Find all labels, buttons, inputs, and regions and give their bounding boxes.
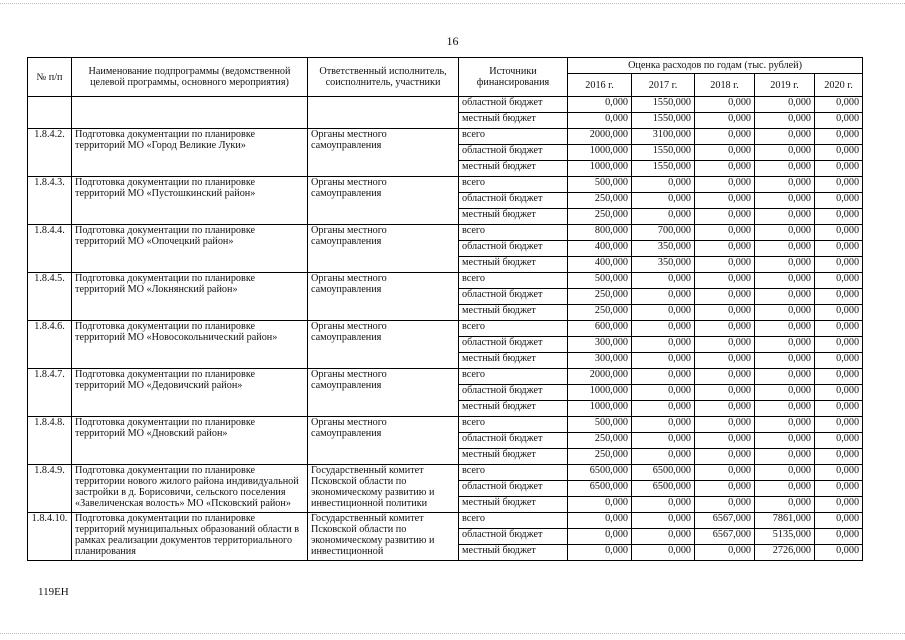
amount-cell: 500,000: [568, 177, 632, 193]
amount-cell: 6500,000: [632, 481, 695, 497]
amount-cell: 250,000: [568, 305, 632, 321]
amount-cell: 0,000: [568, 97, 632, 113]
amount-cell: 250,000: [568, 193, 632, 209]
amount-cell: 0,000: [755, 177, 815, 193]
measure-name: Подготовка документации по планировке территорий МО «Пустошкинский район»: [72, 177, 308, 225]
amount-cell: 300,000: [568, 353, 632, 369]
funding-source: местный бюджет: [459, 209, 568, 225]
amount-cell: 0,000: [695, 257, 755, 273]
amount-cell: 0,000: [755, 97, 815, 113]
amount-cell: 0,000: [695, 289, 755, 305]
amount-cell: 0,000: [632, 193, 695, 209]
funding-source: местный бюджет: [459, 305, 568, 321]
amount-cell: 0,000: [815, 401, 863, 417]
amount-cell: 0,000: [695, 465, 755, 481]
amount-cell: 0,000: [815, 385, 863, 401]
executor-name: Органы местного самоуправления: [308, 177, 459, 225]
table-row: [28, 97, 863, 113]
executor-name: Органы местного самоуправления: [308, 273, 459, 321]
amount-cell: 0,000: [755, 305, 815, 321]
amount-cell: 300,000: [568, 337, 632, 353]
measure-name: Подготовка документации по планировке территорий МО «Город Великие Луки»: [72, 129, 308, 177]
amount-cell: 1550,000: [632, 113, 695, 129]
amount-cell: 0,000: [815, 129, 863, 145]
amount-cell: 0,000: [755, 449, 815, 465]
expenses-table: [27, 57, 863, 561]
amount-cell: 1000,000: [568, 161, 632, 177]
amount-cell: 700,000: [632, 225, 695, 241]
header-year: 2019 г.: [755, 74, 815, 97]
funding-source: всего: [459, 513, 568, 529]
amount-cell: 0,000: [815, 193, 863, 209]
amount-cell: 800,000: [568, 225, 632, 241]
amount-cell: 6500,000: [632, 465, 695, 481]
amount-cell: 0,000: [568, 545, 632, 561]
amount-cell: 400,000: [568, 257, 632, 273]
amount-cell: 0,000: [755, 273, 815, 289]
funding-source: областной бюджет: [459, 385, 568, 401]
amount-cell: 0,000: [695, 481, 755, 497]
amount-cell: 6500,000: [568, 481, 632, 497]
amount-cell: 2000,000: [568, 369, 632, 385]
amount-cell: 5135,000: [755, 529, 815, 545]
amount-cell: 0,000: [815, 209, 863, 225]
amount-cell: 0,000: [755, 225, 815, 241]
funding-source: областной бюджет: [459, 289, 568, 305]
executor-name: Государственный комитет Псковской области по экономическому развитию и инвестиционной: [308, 513, 459, 561]
header-estimate: Оценка расходов по годам (тыс. рублей): [568, 58, 863, 74]
funding-source: местный бюджет: [459, 257, 568, 273]
scan-top-edge: [0, 3, 905, 4]
amount-cell: 0,000: [755, 321, 815, 337]
amount-cell: 0,000: [815, 113, 863, 129]
amount-cell: 0,000: [568, 513, 632, 529]
amount-cell: 0,000: [695, 145, 755, 161]
funding-source: местный бюджет: [459, 545, 568, 561]
measure-name: Подготовка документации по планировке территорий МО «Локнянский район»: [72, 273, 308, 321]
row-number: 1.8.4.4.: [28, 225, 72, 273]
amount-cell: 0,000: [695, 401, 755, 417]
funding-source: областной бюджет: [459, 337, 568, 353]
amount-cell: 0,000: [755, 481, 815, 497]
amount-cell: 0,000: [755, 433, 815, 449]
row-number: 1.8.4.8.: [28, 417, 72, 465]
row-number: 1.8.4.7.: [28, 369, 72, 417]
amount-cell: 0,000: [695, 353, 755, 369]
amount-cell: 0,000: [695, 241, 755, 257]
amount-cell: 0,000: [815, 337, 863, 353]
funding-source: областной бюджет: [459, 241, 568, 257]
row-number: 1.8.4.5.: [28, 273, 72, 321]
amount-cell: 0,000: [755, 193, 815, 209]
funding-source: областной бюджет: [459, 481, 568, 497]
table-row: [28, 129, 863, 145]
measure-name: Подготовка документации по планировке территорий муниципальных образований области в рамках реализации документов территориального планирования: [72, 513, 308, 561]
amount-cell: 1000,000: [568, 385, 632, 401]
amount-cell: 0,000: [695, 225, 755, 241]
header-year: 2016 г.: [568, 74, 632, 97]
scan-bottom-edge: [0, 633, 905, 634]
amount-cell: 0,000: [755, 289, 815, 305]
amount-cell: 0,000: [632, 401, 695, 417]
amount-cell: 250,000: [568, 289, 632, 305]
executor-name: Органы местного самоуправления: [308, 129, 459, 177]
amount-cell: 0,000: [695, 305, 755, 321]
amount-cell: 0,000: [755, 385, 815, 401]
amount-cell: 0,000: [695, 449, 755, 465]
measure-name: Подготовка документации по планировке территорий МО «Новосокольнический район»: [72, 321, 308, 369]
amount-cell: 0,000: [695, 129, 755, 145]
table-row: [28, 465, 863, 481]
funding-source: местный бюджет: [459, 449, 568, 465]
amount-cell: 0,000: [815, 241, 863, 257]
row-number: 1.8.4.10.: [28, 513, 72, 561]
amount-cell: 0,000: [815, 369, 863, 385]
header-year: 2020 г.: [815, 74, 863, 97]
amount-cell: 0,000: [815, 321, 863, 337]
amount-cell: 600,000: [568, 321, 632, 337]
amount-cell: 0,000: [815, 257, 863, 273]
amount-cell: 7861,000: [755, 513, 815, 529]
header-year: 2018 г.: [695, 74, 755, 97]
amount-cell: 0,000: [632, 417, 695, 433]
amount-cell: 0,000: [815, 497, 863, 513]
amount-cell: 0,000: [695, 209, 755, 225]
amount-cell: 0,000: [632, 177, 695, 193]
page-number: 16: [446, 34, 459, 48]
amount-cell: 0,000: [815, 529, 863, 545]
amount-cell: 0,000: [632, 209, 695, 225]
amount-cell: 0,000: [815, 273, 863, 289]
amount-cell: 0,000: [815, 177, 863, 193]
amount-cell: 0,000: [755, 337, 815, 353]
amount-cell: 0,000: [815, 289, 863, 305]
measure-name: [72, 97, 308, 129]
header-no: № п/п: [28, 58, 72, 97]
amount-cell: 0,000: [755, 465, 815, 481]
funding-source: местный бюджет: [459, 401, 568, 417]
amount-cell: 6567,000: [695, 529, 755, 545]
amount-cell: 0,000: [755, 417, 815, 433]
amount-cell: 0,000: [755, 209, 815, 225]
amount-cell: 1550,000: [632, 145, 695, 161]
amount-cell: 0,000: [632, 449, 695, 465]
amount-cell: 250,000: [568, 209, 632, 225]
amount-cell: 0,000: [632, 289, 695, 305]
table-row: [28, 369, 863, 385]
amount-cell: 0,000: [815, 449, 863, 465]
amount-cell: 500,000: [568, 417, 632, 433]
amount-cell: 0,000: [815, 465, 863, 481]
amount-cell: 6567,000: [695, 513, 755, 529]
amount-cell: 350,000: [632, 257, 695, 273]
table-row: [28, 273, 863, 289]
amount-cell: 0,000: [568, 497, 632, 513]
funding-source: всего: [459, 417, 568, 433]
amount-cell: 0,000: [755, 369, 815, 385]
amount-cell: 0,000: [632, 545, 695, 561]
amount-cell: 0,000: [695, 545, 755, 561]
amount-cell: 400,000: [568, 241, 632, 257]
amount-cell: 0,000: [695, 273, 755, 289]
amount-cell: 1000,000: [568, 145, 632, 161]
executor-name: Органы местного самоуправления: [308, 369, 459, 417]
funding-source: всего: [459, 465, 568, 481]
funding-source: всего: [459, 273, 568, 289]
amount-cell: 0,000: [632, 529, 695, 545]
executor-name: Органы местного самоуправления: [308, 417, 459, 465]
measure-name: Подготовка документации по планировке территорий МО «Опочецкий район»: [72, 225, 308, 273]
funding-source: областной бюджет: [459, 145, 568, 161]
amount-cell: 0,000: [695, 177, 755, 193]
table-body: [28, 97, 863, 561]
amount-cell: 0,000: [632, 273, 695, 289]
amount-cell: 0,000: [755, 113, 815, 129]
amount-cell: 0,000: [695, 337, 755, 353]
amount-cell: 0,000: [695, 193, 755, 209]
amount-cell: 0,000: [632, 513, 695, 529]
funding-source: всего: [459, 225, 568, 241]
amount-cell: 0,000: [815, 513, 863, 529]
executor-name: [308, 97, 459, 129]
amount-cell: 0,000: [755, 161, 815, 177]
amount-cell: 0,000: [755, 257, 815, 273]
amount-cell: 0,000: [632, 433, 695, 449]
amount-cell: 0,000: [815, 353, 863, 369]
table-row: [28, 225, 863, 241]
amount-cell: 0,000: [815, 417, 863, 433]
amount-cell: 0,000: [632, 305, 695, 321]
executor-name: Органы местного самоуправления: [308, 225, 459, 273]
amount-cell: 0,000: [632, 337, 695, 353]
table-row: [28, 417, 863, 433]
funding-source: областной бюджет: [459, 529, 568, 545]
funding-source: местный бюджет: [459, 497, 568, 513]
amount-cell: 0,000: [695, 433, 755, 449]
amount-cell: 500,000: [568, 273, 632, 289]
amount-cell: 6500,000: [568, 465, 632, 481]
amount-cell: 1550,000: [632, 161, 695, 177]
amount-cell: 0,000: [568, 529, 632, 545]
amount-cell: 0,000: [815, 305, 863, 321]
table-row: [28, 177, 863, 193]
amount-cell: 0,000: [632, 321, 695, 337]
header-executor: Ответственный исполнитель, соисполнитель, участники: [308, 58, 459, 97]
measure-name: Подготовка документации по планировке территорий МО «Дновский район»: [72, 417, 308, 465]
amount-cell: 0,000: [755, 353, 815, 369]
executor-name: Органы местного самоуправления: [308, 321, 459, 369]
row-number: 1.8.4.2.: [28, 129, 72, 177]
amount-cell: 0,000: [695, 321, 755, 337]
amount-cell: 0,000: [568, 113, 632, 129]
funding-source: всего: [459, 177, 568, 193]
funding-source: местный бюджет: [459, 353, 568, 369]
amount-cell: 0,000: [695, 497, 755, 513]
funding-source: всего: [459, 321, 568, 337]
amount-cell: 0,000: [815, 161, 863, 177]
header-year: 2017 г.: [632, 74, 695, 97]
funding-source: всего: [459, 129, 568, 145]
funding-source: всего: [459, 369, 568, 385]
amount-cell: 0,000: [632, 353, 695, 369]
amount-cell: 0,000: [755, 401, 815, 417]
amount-cell: 0,000: [815, 481, 863, 497]
row-number: 1.8.4.9.: [28, 465, 72, 513]
amount-cell: 0,000: [695, 97, 755, 113]
table-row: [28, 321, 863, 337]
amount-cell: 250,000: [568, 433, 632, 449]
amount-cell: 0,000: [695, 113, 755, 129]
header-name: Наименование подпрограммы (ведомственной целевой программы, основного мероприятия): [72, 58, 308, 97]
amount-cell: 0,000: [695, 417, 755, 433]
amount-cell: 0,000: [695, 369, 755, 385]
measure-name: Подготовка документации по планировке территорий МО «Дедовичский район»: [72, 369, 308, 417]
row-number: 1.8.4.3.: [28, 177, 72, 225]
amount-cell: 350,000: [632, 241, 695, 257]
amount-cell: 0,000: [815, 145, 863, 161]
row-number: 1.8.4.6.: [28, 321, 72, 369]
amount-cell: 0,000: [815, 433, 863, 449]
amount-cell: 3100,000: [632, 129, 695, 145]
amount-cell: 2726,000: [755, 545, 815, 561]
amount-cell: 2000,000: [568, 129, 632, 145]
amount-cell: 0,000: [632, 497, 695, 513]
row-number: [28, 97, 72, 129]
footer-code: 119EH: [38, 586, 69, 598]
amount-cell: 0,000: [815, 545, 863, 561]
funding-source: областной бюджет: [459, 97, 568, 113]
executor-name: Государственный комитет Псковской области по экономическому развитию и инвестиционной политики: [308, 465, 459, 513]
amount-cell: 250,000: [568, 449, 632, 465]
amount-cell: 0,000: [755, 497, 815, 513]
funding-source: областной бюджет: [459, 193, 568, 209]
amount-cell: 0,000: [755, 241, 815, 257]
funding-source: областной бюджет: [459, 433, 568, 449]
amount-cell: 0,000: [632, 385, 695, 401]
amount-cell: 0,000: [632, 369, 695, 385]
amount-cell: 0,000: [815, 97, 863, 113]
amount-cell: 0,000: [695, 385, 755, 401]
funding-source: местный бюджет: [459, 113, 568, 129]
amount-cell: 1550,000: [632, 97, 695, 113]
amount-cell: 0,000: [695, 161, 755, 177]
amount-cell: 1000,000: [568, 401, 632, 417]
header-source: Источники финансирования: [459, 58, 568, 97]
measure-name: Подготовка документации по планировке территории нового жилого района индивидуальной застройки в д. Борисовичи, сельского поселения «Завеличенская волость» МО «Псковский район»: [72, 465, 308, 513]
amount-cell: 0,000: [755, 145, 815, 161]
amount-cell: 0,000: [815, 225, 863, 241]
table-row: [28, 513, 863, 529]
funding-source: местный бюджет: [459, 161, 568, 177]
amount-cell: 0,000: [755, 129, 815, 145]
